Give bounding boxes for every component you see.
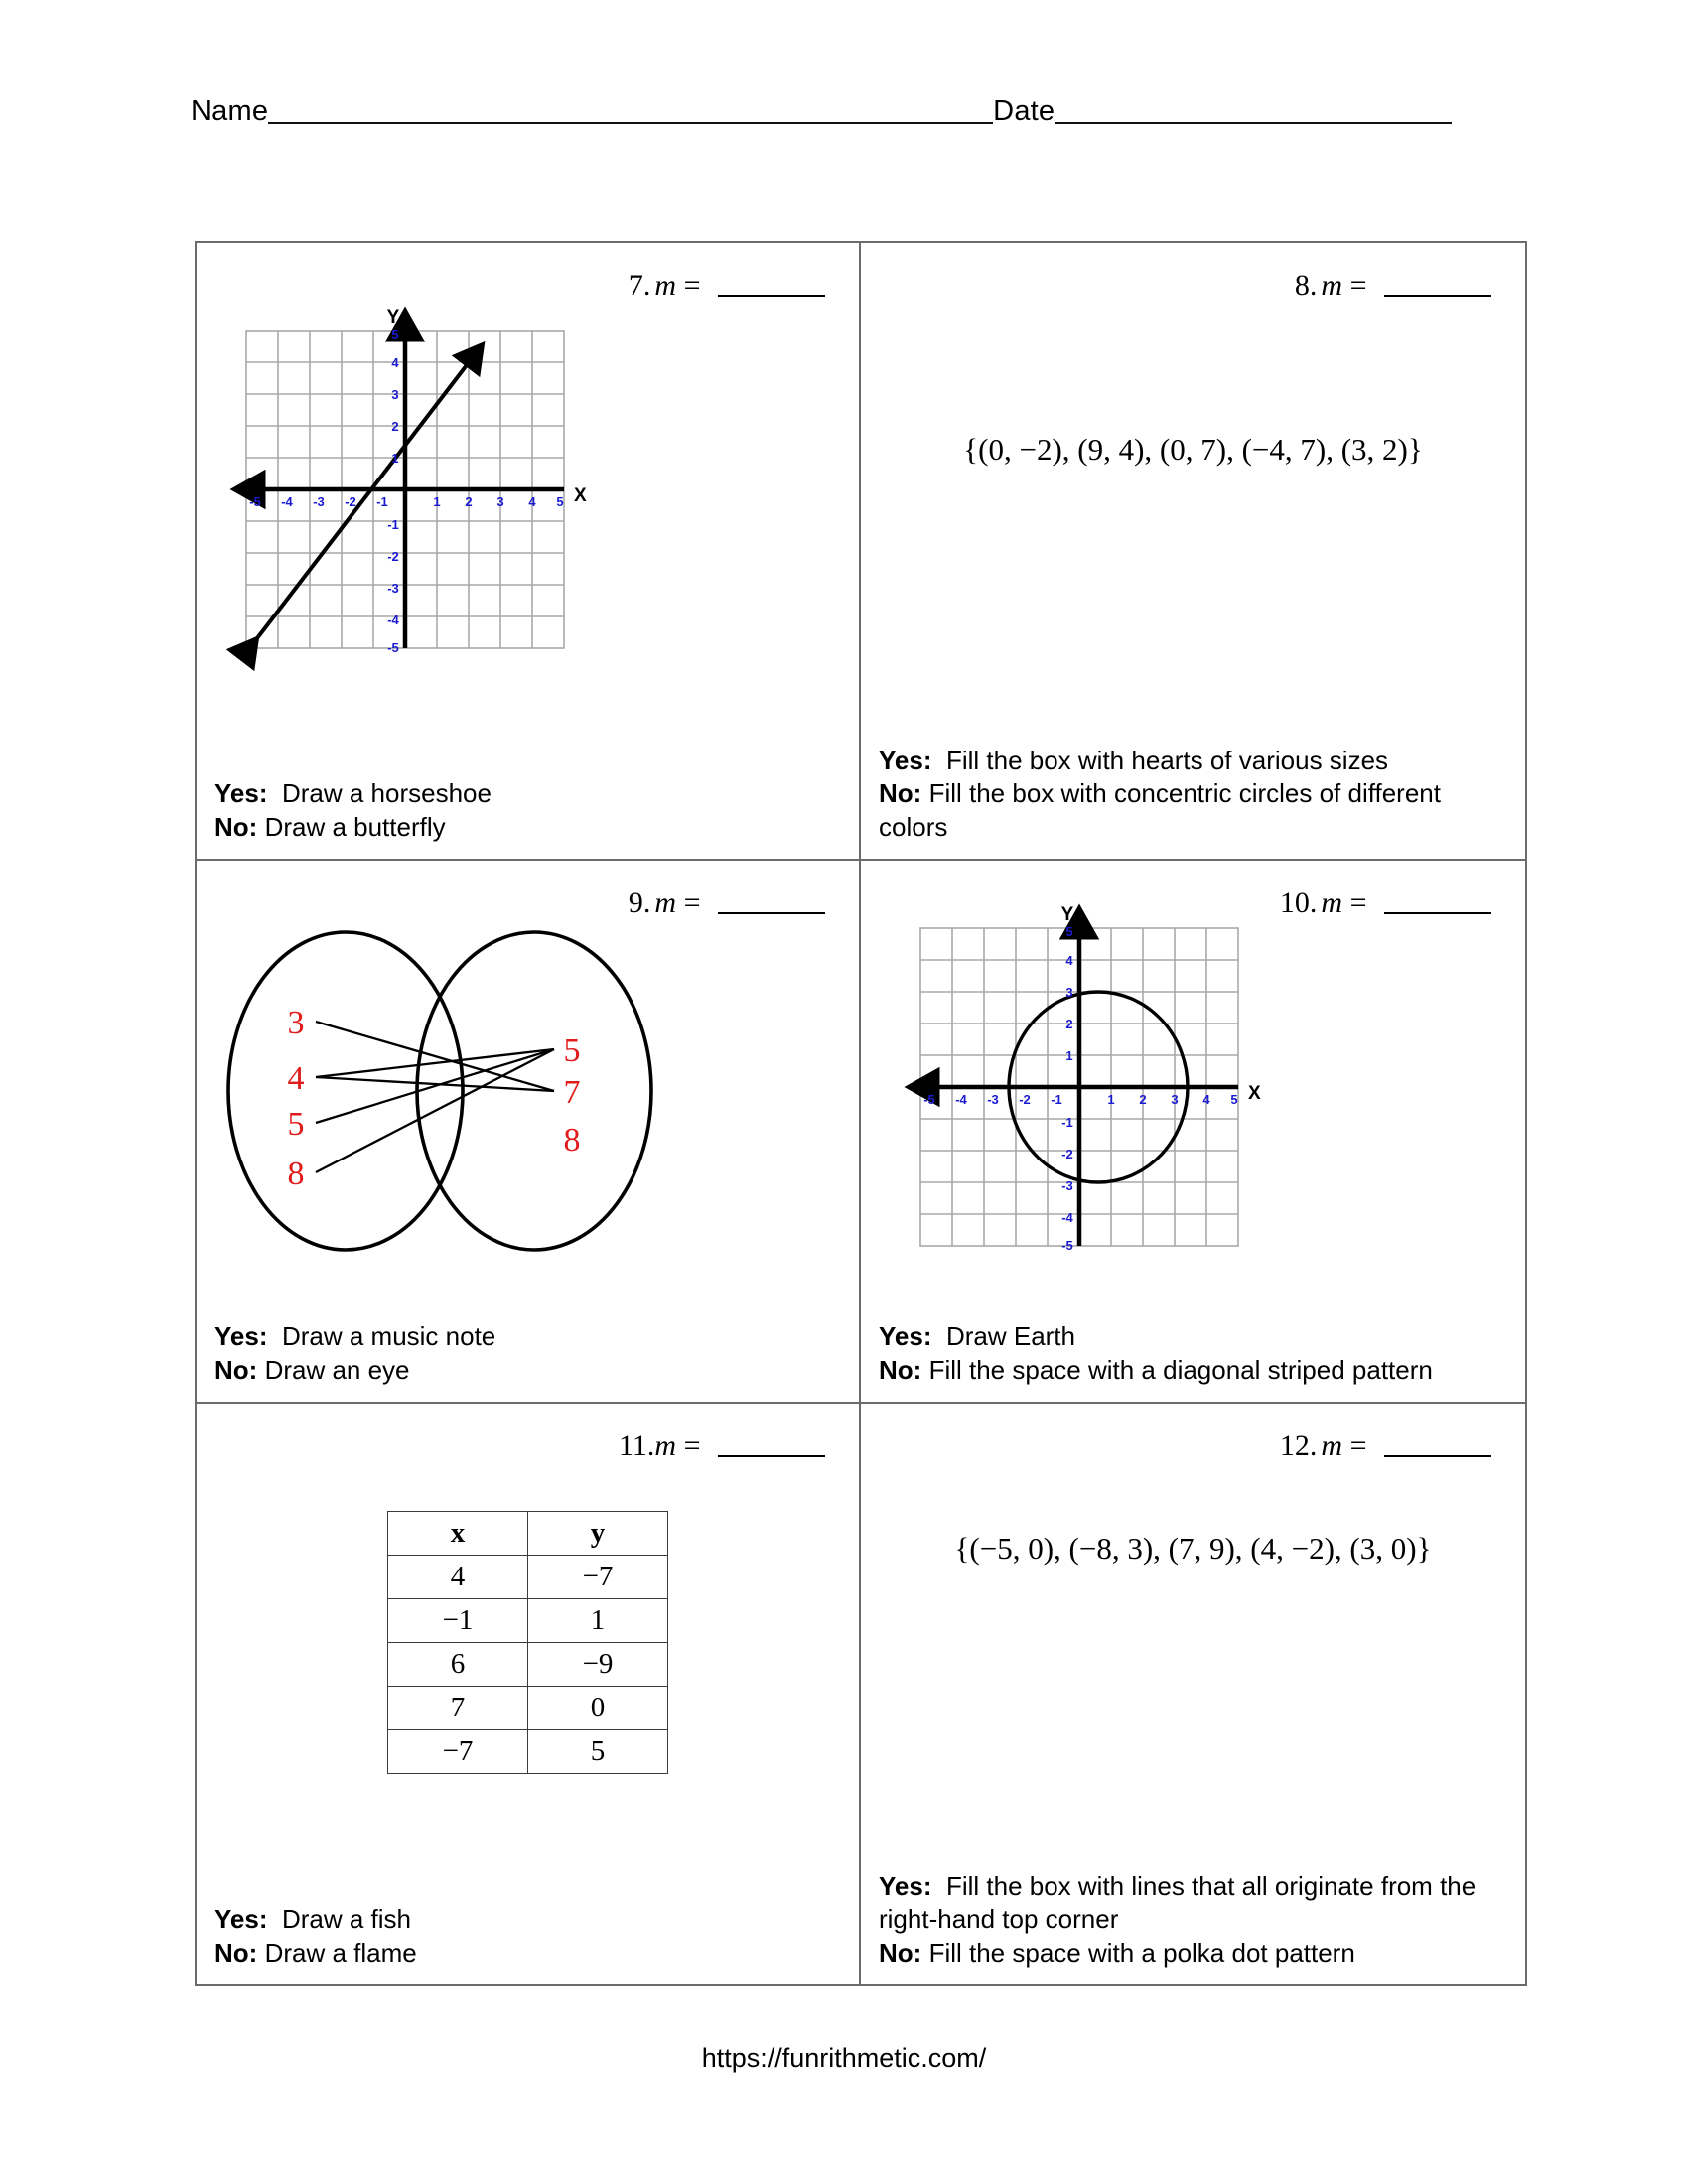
equals-sign-10: = — [1349, 887, 1367, 919]
yes-line-12 — [879, 1870, 1507, 1938]
problem-number-9: 9. — [628, 887, 651, 919]
no-line-7 — [214, 811, 841, 845]
problem-cell-11 — [197, 1404, 861, 1984]
table-row — [388, 1687, 668, 1730]
svg-text:3: 3 — [1065, 985, 1073, 1000]
yes-text-11: Draw a fish — [281, 1904, 411, 1935]
svg-text:-5: -5 — [249, 494, 261, 509]
svg-text:3: 3 — [391, 387, 399, 402]
yes-label-11: Yes: — [214, 1904, 268, 1935]
equals-sign-8: = — [1349, 269, 1367, 302]
yes-text-9: Draw a music note — [281, 1321, 496, 1352]
domain-value-2: 5 — [287, 1106, 305, 1143]
table-row — [388, 1730, 668, 1774]
problem-number-8: 8. — [1294, 269, 1318, 302]
yes-line-11 — [214, 1903, 841, 1937]
instructions-11 — [197, 1903, 859, 1984]
xy-table-11 — [387, 1511, 668, 1774]
equals-sign-9: = — [683, 887, 701, 919]
problem-number-12: 12. — [1279, 1430, 1318, 1462]
x-axis-label: X — [574, 485, 587, 506]
no-text-12: Fill the space with a polka dot pattern — [928, 1938, 1355, 1969]
yes-line-7 — [214, 777, 841, 811]
no-label-11: No: — [214, 1938, 258, 1969]
cell-y: −7 — [528, 1556, 668, 1599]
svg-text:2: 2 — [391, 419, 399, 434]
problem-graphic-11 — [197, 1463, 859, 1903]
yes-text-7: Draw a horseshoe — [281, 778, 492, 809]
instructions-10 — [861, 1320, 1525, 1402]
svg-text:-3: -3 — [387, 581, 399, 596]
graph-axes — [234, 311, 564, 648]
svg-text:-1: -1 — [1061, 1115, 1073, 1130]
equals-sign-11: = — [683, 1430, 701, 1462]
svg-text:5: 5 — [1230, 1092, 1238, 1107]
table-wrapper — [197, 1511, 859, 1774]
range-oval — [417, 932, 651, 1250]
problem-label-7 — [197, 243, 859, 303]
svg-text:3: 3 — [1171, 1092, 1179, 1107]
svg-text:5: 5 — [556, 494, 564, 509]
relation-set-12: {(−5, 0), (−8, 3), (7, 9), (4, −2), (3, 0)} — [954, 1531, 1432, 1566]
yes-text-8: Fill the box with hearts of various sizes — [945, 745, 1389, 775]
svg-text:-4: -4 — [955, 1092, 967, 1107]
no-line-10 — [879, 1354, 1507, 1388]
svg-text:-2: -2 — [387, 549, 399, 564]
answer-blank-11[interactable] — [718, 1455, 825, 1457]
svg-text:-1: -1 — [376, 494, 388, 509]
svg-text:-3: -3 — [1061, 1178, 1073, 1193]
mapping-diagram — [216, 902, 683, 1280]
problem-cell-7 — [197, 243, 861, 859]
svg-text:-3: -3 — [987, 1092, 999, 1107]
name-label: Name — [191, 95, 269, 127]
cell-y: 1 — [528, 1599, 668, 1643]
problem-graphic-10 — [861, 904, 1525, 1320]
answer-blank-8[interactable] — [1384, 295, 1491, 297]
svg-text:5: 5 — [1065, 924, 1073, 939]
yes-line-10 — [879, 1320, 1507, 1354]
worksheet-row-1 — [197, 243, 1525, 861]
no-text-10: Fill the space with a diagonal striped pattern — [928, 1355, 1433, 1386]
svg-text:-4: -4 — [281, 494, 293, 509]
svg-text:-5: -5 — [923, 1092, 935, 1107]
svg-text:1: 1 — [391, 451, 399, 466]
domain-value-1: 4 — [287, 1060, 305, 1097]
yes-text-10: Draw Earth — [945, 1321, 1075, 1352]
table-row — [388, 1643, 668, 1687]
yes-label-12: Yes: — [879, 1870, 932, 1901]
no-text-11: Draw a flame — [264, 1938, 417, 1969]
worksheet-grid — [195, 241, 1527, 1986]
footer-url[interactable]: https://funrithmetic.com/ — [701, 2043, 987, 2073]
cell-x: 7 — [388, 1687, 528, 1730]
svg-text:3: 3 — [496, 494, 504, 509]
svg-text:-5: -5 — [387, 640, 399, 655]
relation-set-8: {(0, −2), (9, 4), (0, 7), (−4, 7), (3, 2)} — [963, 432, 1423, 467]
no-label-12: No: — [879, 1938, 922, 1969]
problem-cell-12 — [861, 1404, 1525, 1984]
y-axis-label: Y — [1060, 904, 1074, 925]
no-line-8 — [879, 777, 1507, 845]
answer-blank-10[interactable] — [1384, 912, 1491, 914]
svg-text:1: 1 — [433, 494, 441, 509]
table-row — [388, 1599, 668, 1643]
domain-value-3: 8 — [287, 1156, 305, 1192]
cell-x: 4 — [388, 1556, 528, 1599]
slope-variable-9: m — [654, 887, 677, 919]
column-header-y: y — [528, 1512, 668, 1556]
svg-text:-1: -1 — [1051, 1092, 1062, 1107]
table-header-row — [388, 1512, 668, 1556]
svg-text:-5: -5 — [1061, 1238, 1073, 1253]
problem-cell-8 — [861, 243, 1525, 859]
slope-variable-12: m — [1321, 1430, 1343, 1462]
cell-y: 0 — [528, 1687, 668, 1730]
svg-text:4: 4 — [1202, 1092, 1210, 1107]
slope-variable-11: m — [654, 1430, 677, 1462]
table-row — [388, 1556, 668, 1599]
no-line-9 — [214, 1354, 841, 1388]
coordinate-plane-circle-graph — [901, 892, 1318, 1280]
cell-y: 5 — [528, 1730, 668, 1774]
worksheet-row-2 — [197, 861, 1525, 1404]
no-text-7: Draw a butterfly — [264, 812, 446, 843]
yes-text-12: Fill the box with lines that all originate from the right-hand top corner — [879, 1870, 1477, 1935]
problem-number-7: 7. — [628, 269, 651, 302]
x-axis-label: X — [1248, 1083, 1261, 1104]
cell-x: −7 — [388, 1730, 528, 1774]
coordinate-plane-line-graph — [226, 295, 663, 692]
no-label-9: No: — [214, 1355, 258, 1386]
range-value-1: 7 — [563, 1074, 581, 1111]
svg-text:4: 4 — [391, 355, 399, 370]
instructions-9 — [197, 1320, 859, 1402]
svg-text:-4: -4 — [387, 613, 399, 627]
no-label-7: No: — [214, 812, 258, 843]
slope-variable-8: m — [1321, 269, 1343, 302]
no-text-8: Fill the box with concentric circles of different colors — [879, 778, 1441, 843]
svg-text:2: 2 — [1139, 1092, 1147, 1107]
yes-label-9: Yes: — [214, 1321, 268, 1352]
problem-graphic-12 — [861, 1463, 1525, 1870]
range-value-0: 5 — [563, 1032, 581, 1069]
problem-cell-10 — [861, 861, 1525, 1402]
no-label-10: No: — [879, 1355, 922, 1386]
worksheet-header — [191, 95, 1481, 128]
domain-oval — [228, 932, 463, 1250]
problem-cell-9 — [197, 861, 861, 1402]
svg-text:-1: -1 — [387, 517, 399, 532]
answer-blank-7[interactable] — [718, 295, 825, 297]
cell-y: −9 — [528, 1643, 668, 1687]
answer-blank-12[interactable] — [1384, 1455, 1491, 1457]
no-line-11 — [214, 1937, 841, 1971]
problem-graphic-8 — [861, 303, 1525, 745]
no-line-12 — [879, 1937, 1507, 1971]
svg-text:1: 1 — [1065, 1048, 1073, 1063]
slope-variable-10: m — [1321, 887, 1343, 919]
yes-line-9 — [214, 1320, 841, 1354]
yes-label-7: Yes: — [214, 778, 268, 809]
problem-label-8 — [861, 243, 1525, 303]
svg-text:-2: -2 — [1019, 1092, 1031, 1107]
slope-variable-7: m — [654, 269, 677, 302]
range-value-2: 8 — [563, 1122, 581, 1159]
instructions-7 — [197, 777, 859, 859]
equals-sign-12: = — [1349, 1430, 1367, 1462]
svg-text:5: 5 — [391, 327, 399, 341]
svg-text:-2: -2 — [1061, 1147, 1073, 1161]
yes-label-10: Yes: — [879, 1321, 932, 1352]
problem-number-10: 10. — [1279, 887, 1318, 919]
cell-x: −1 — [388, 1599, 528, 1643]
yes-line-8 — [879, 745, 1507, 778]
svg-text:2: 2 — [465, 494, 473, 509]
svg-text:-2: -2 — [345, 494, 356, 509]
date-label: Date — [993, 95, 1055, 127]
worksheet-row-3 — [197, 1404, 1525, 1984]
problem-label-11 — [197, 1404, 859, 1463]
problem-label-12 — [861, 1404, 1525, 1463]
cell-x: 6 — [388, 1643, 528, 1687]
problem-graphic-9 — [197, 920, 859, 1320]
answer-blank-9[interactable] — [718, 912, 825, 914]
instructions-12 — [861, 1870, 1525, 1984]
svg-text:-4: -4 — [1061, 1210, 1073, 1225]
yes-label-8: Yes: — [879, 745, 932, 775]
svg-text:-3: -3 — [313, 494, 325, 509]
mapping-lines — [316, 1022, 554, 1172]
equals-sign-7: = — [683, 269, 701, 302]
problem-number-11: 11. — [619, 1430, 655, 1462]
svg-text:1: 1 — [1107, 1092, 1115, 1107]
svg-text:4: 4 — [1065, 953, 1073, 968]
y-axis-label: Y — [386, 307, 400, 328]
problem-graphic-7 — [197, 303, 859, 777]
svg-text:2: 2 — [1065, 1017, 1073, 1031]
column-header-x: x — [388, 1512, 528, 1556]
no-text-9: Draw an eye — [264, 1355, 410, 1386]
instructions-8 — [861, 745, 1525, 859]
no-label-8: No: — [879, 778, 922, 809]
name-blank-line[interactable] — [268, 121, 993, 124]
svg-text:4: 4 — [528, 494, 536, 509]
domain-value-0: 3 — [287, 1005, 305, 1041]
date-blank-line[interactable] — [1055, 121, 1452, 124]
